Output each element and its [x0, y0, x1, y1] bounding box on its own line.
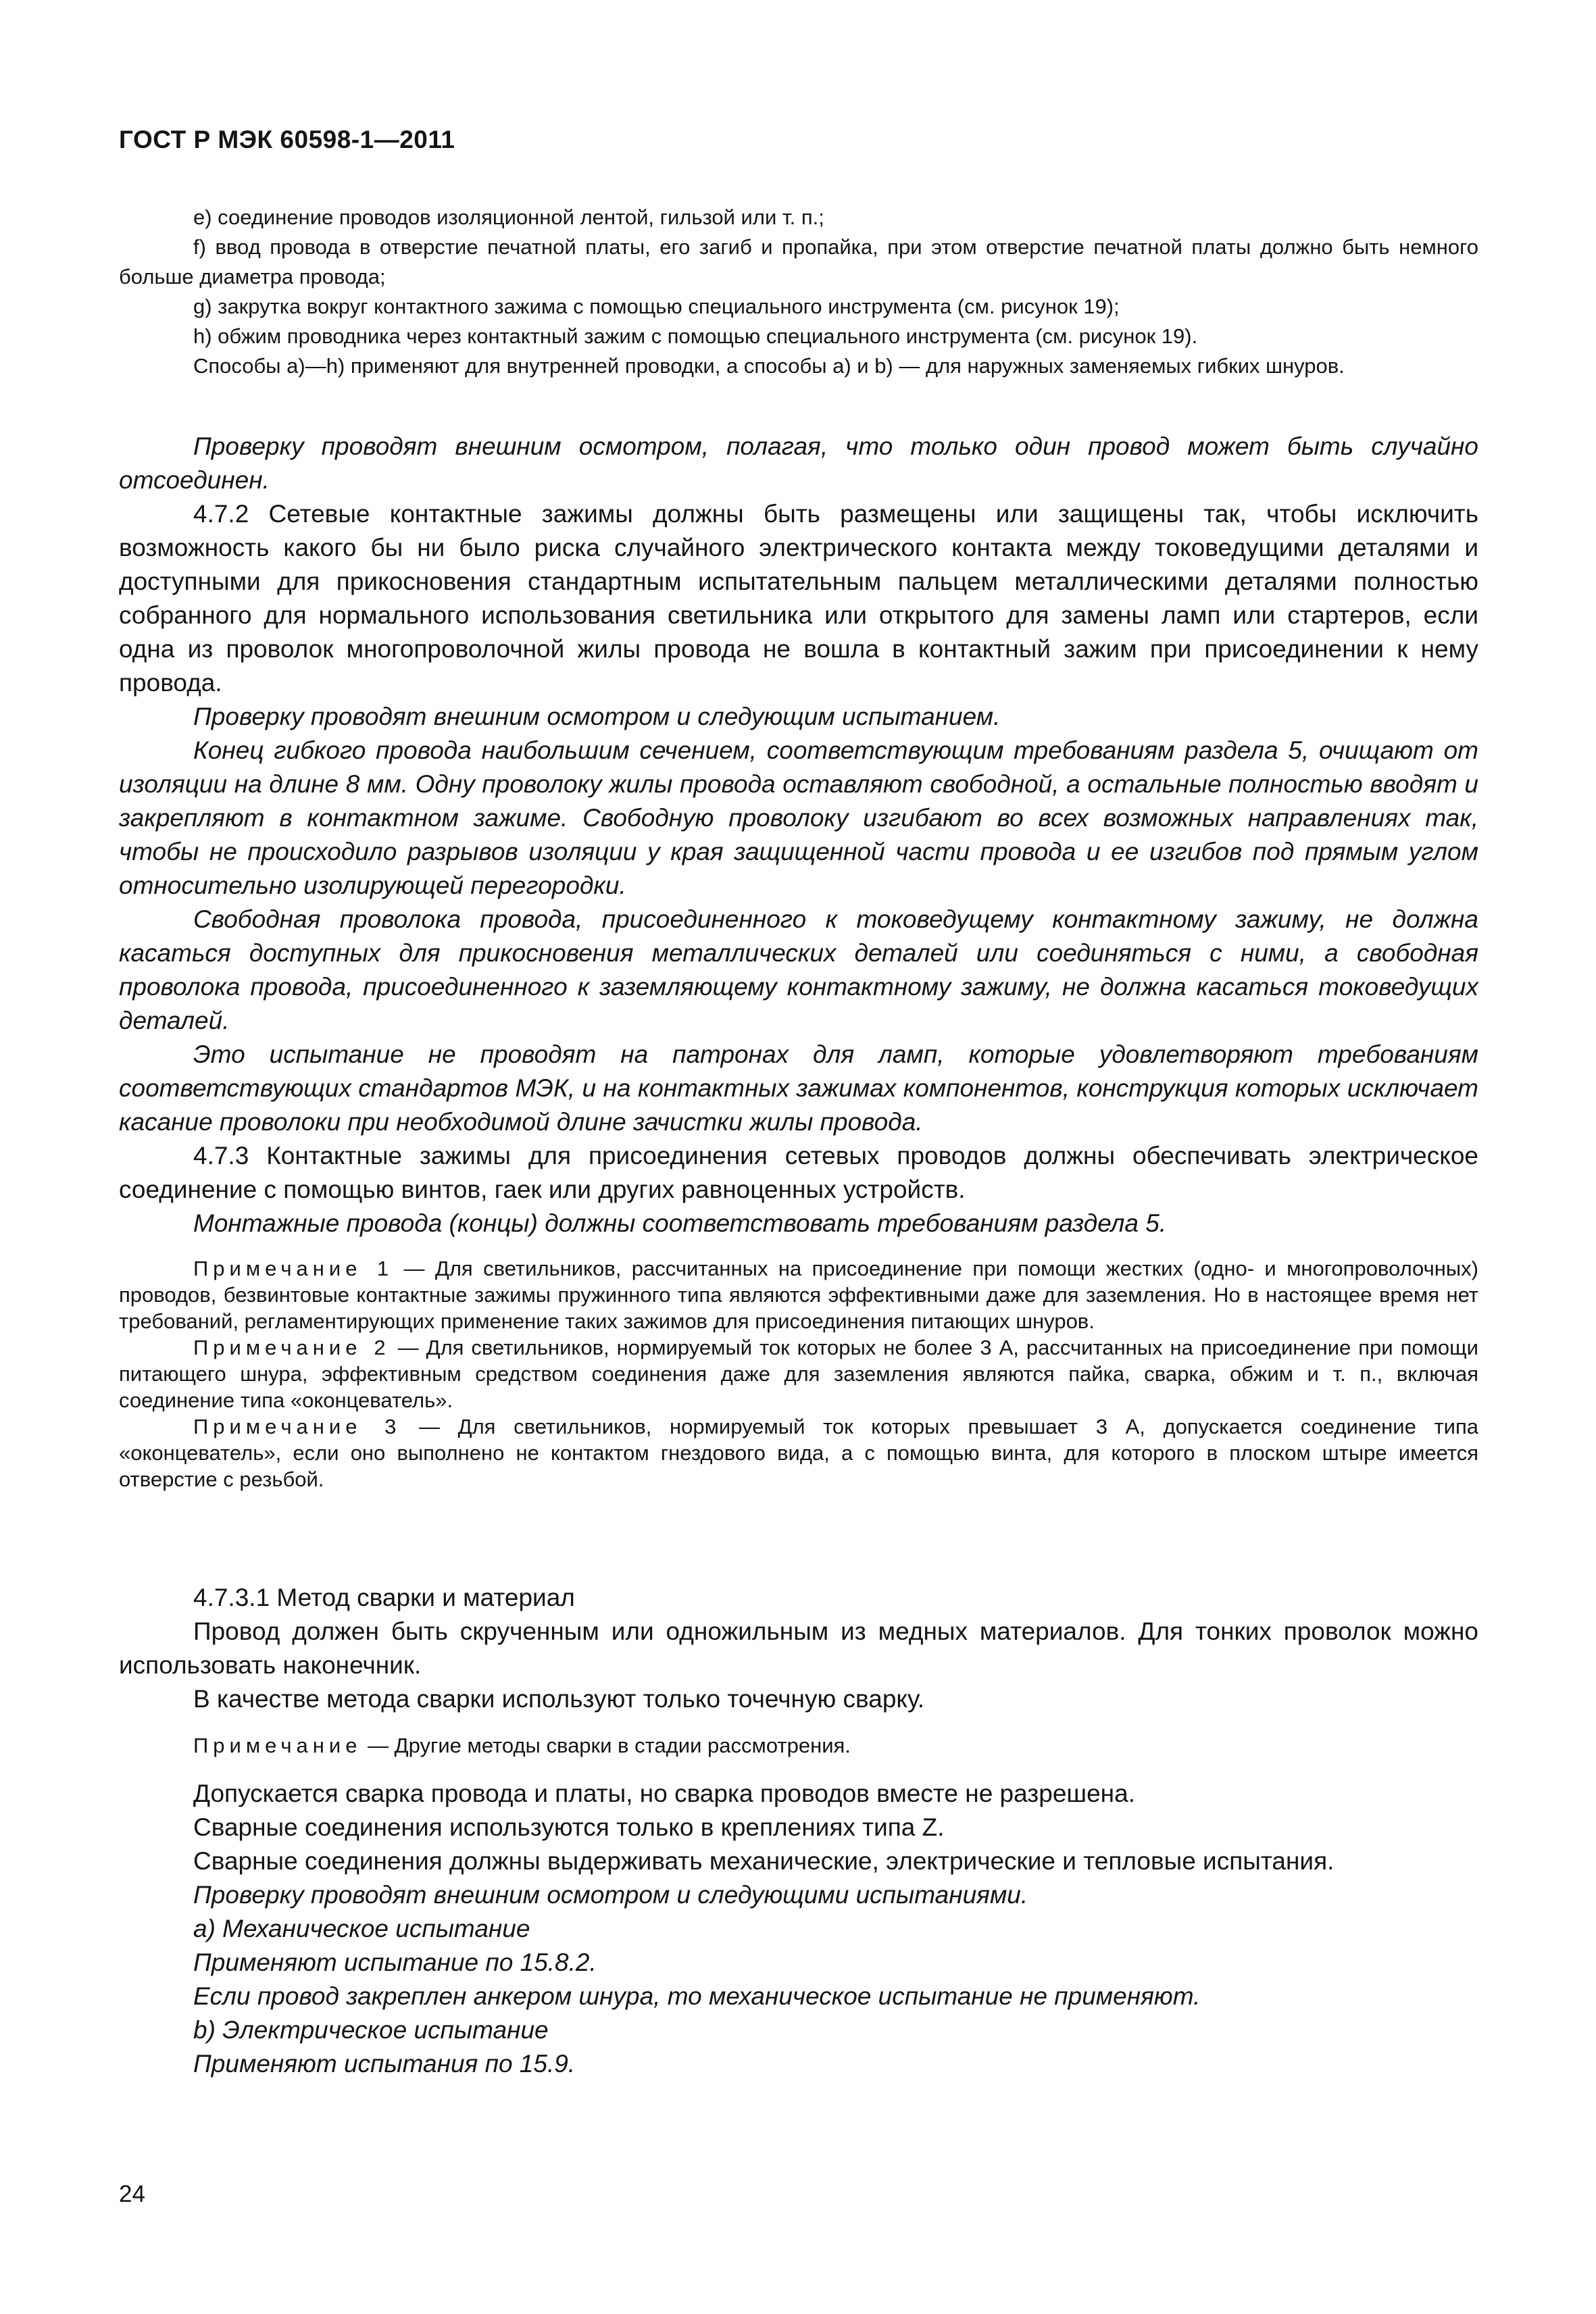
note-text: — Другие методы сварки в стадии рассмотрения. — [361, 1734, 851, 1757]
paragraph-test-procedure: Конец гибкого провода наибольшим сечением, соответствующим требованиям раздела 5, очищают от изоляции на длине 8 мм. Одну проволоку жилы провода оставляют свободной, а остальные полностью вводят и закрепляют в контактном зажиме. Свободную проволоку изгибают во всех возможных направлениях так, чтобы не происходило разрывов изоляции у края защищенной части провода и ее изгибов под прямым углом относительно изолирующей перегородки. — [119, 736, 1478, 899]
note-label: Примечание — [193, 1734, 362, 1757]
page-number: 24 — [119, 2181, 145, 2207]
section-title: 4.7.3.1 Метод сварки и материал — [193, 1584, 575, 1611]
note-2 — [119, 1334, 1478, 1413]
note-label: Примечание 3 — [193, 1415, 401, 1438]
note-3 — [119, 1413, 1478, 1492]
methods-list — [119, 203, 1478, 381]
method-e: е) соединение проводов изоляционной лентой, гильзой или т. п.; — [193, 205, 824, 229]
method-f: f) ввод провода в отверстие печатной платы, его загиб и пропайка, при этом отверстие печатной платы должно быть немного больше диаметра провода; — [119, 235, 1478, 288]
section-4-7-3-1 — [119, 1581, 1478, 2081]
paragraph-test-criteria: Свободная проволока провода, присоединенного к токоведущему контактному зажиму, не должна касаться доступных для прикосновения металлических деталей или соединяться с ними, а свободная проволока провода, присоединенного к заземляющему контактному зажиму, не должна касаться токоведущих деталей. — [119, 905, 1478, 1034]
method-h: h) обжим проводника через контактный зажим с помощью специального инструмента (см. рисунок 19). — [193, 324, 1198, 348]
main-text — [119, 430, 1478, 1240]
section-line-electrical-test: b) Электрическое испытание — [193, 2016, 549, 2044]
method-g: g) закрутка вокруг контактного зажима с помощью специального инструмента (см. рисунок 19); — [193, 295, 1120, 318]
note-label: Примечание 2 — [193, 1336, 391, 1359]
paragraph-wiring-requirement: Монтажные провода (концы) должны соответствовать требованиям раздела 5. — [193, 1209, 1167, 1237]
methods-usage: Способы а)—h) применяют для внутренней проводки, а способы а) и b) — для наружных заменяемых гибких шнуров. — [193, 354, 1345, 378]
clause-4-7-2: 4.7.2 Сетевые контактные зажимы должны быть размещены или защищены так, чтобы исключить возможность какого бы ни было риска случайного электрического контакта между токоведущими деталями и доступными для прикосновения стандартным испытательным пальцем металлическими деталями полностью собранного для нормального использования светильника или открытого для замены ламп или стартеров, если одна из проволок многопроволочной жилы провода не вошла в контактный зажим при присоединении к нему провода. — [119, 500, 1478, 697]
note-text: — Для светильников, рассчитанных на присоединение при помощи жестких (одно- и многопроволочных) проводов, безвинтовые контактные зажимы пружинного типа являются эффективными даже для заземления. Но в настоящее время нет требований, регламентирующих применение таких зажимов для присоединения питающих шнуров. — [119, 1257, 1478, 1333]
section-line-tests-required: Сварные соединения должны выдерживать механические, электрические и тепловые испытания. — [193, 1847, 1335, 1875]
paragraph-inspection: Проверку проводят внешним осмотром, полагая, что только один провод может быть случайно отсоединен. — [119, 432, 1478, 494]
note-label: Примечание 1 — [193, 1257, 394, 1280]
section-paragraph-material: Провод должен быть скрученным или одножильным из медных материалов. Для тонких проволок можно использовать наконечник. — [119, 1617, 1478, 1679]
note-text: — Для светильников, нормируемый ток которых не более 3 А, рассчитанных на присоединение при помощи питающего шнура, эффективным средством соединения даже для заземления являются пайка, сварка, обжим и т. п., включая соединение типа «оконцеватель». — [119, 1336, 1478, 1412]
paragraph-test-intro: Проверку проводят внешним осмотром и следующим испытанием. — [193, 703, 1001, 730]
section-line-welding-allowed: Допускается сварка провода и платы, но сварка проводов вместе не разрешена. — [193, 1780, 1135, 1807]
section-line-fixing-type: Сварные соединения используются только в креплениях типа Z. — [193, 1813, 945, 1841]
paragraph-test-exemption: Это испытание не проводят на патронах для ламп, которые удовлетворяют требованиям соответствующих стандартов МЭК, и на контактных зажимах компонентов, конструкция которых исключает касание проволоки при необходимой длине зачистки жилы провода. — [119, 1040, 1478, 1136]
notes-block — [119, 1255, 1478, 1492]
section-line-inspection: Проверку проводят внешним осмотром и следующими испытаниями. — [193, 1881, 1028, 1909]
section-paragraph-method: В качестве метода сварки используют только точечную сварку. — [193, 1685, 925, 1713]
clause-4-7-3: 4.7.3 Контактные зажимы для присоединения сетевых проводов должны обеспечивать электрическое соединение с помощью винтов, гаек или других равноценных устройств. — [119, 1142, 1478, 1203]
note-text: — Для светильников, нормируемый ток которых превышает 3 А, допускается соединение типа «оконцеватель», если оно выполнено не контактом гнездового вида, а с помощью винта, для которого в плоском штыре имеется отверстие с резьбой. — [119, 1415, 1478, 1491]
section-line-mechanical-test: а) Механическое испытание — [193, 1915, 530, 1942]
section-line-apply-15-8-2: Применяют испытание по 15.8.2. — [193, 1948, 597, 1976]
document-header: ГОСТ Р МЭК 60598-1—2011 — [119, 126, 455, 153]
section-note — [119, 1731, 1478, 1761]
section-line-anchor-exemption: Если провод закреплен анкером шнура, то механическое испытание не применяют. — [193, 1982, 1201, 2010]
section-line-apply-15-9: Применяют испытания по 15.9. — [193, 2050, 576, 2078]
note-1 — [119, 1255, 1478, 1334]
